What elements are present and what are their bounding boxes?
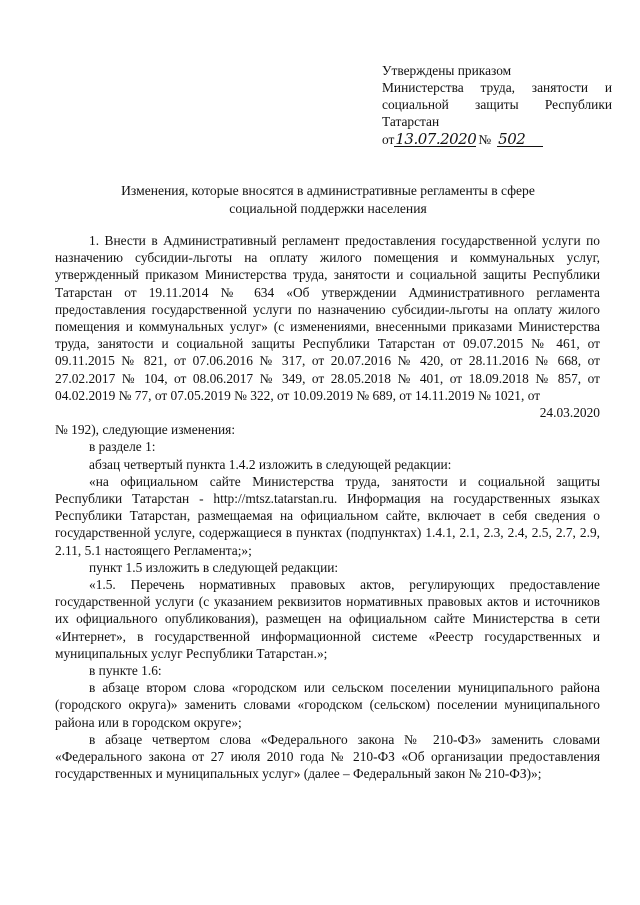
approval-line-2: Министерства труда, занятости и xyxy=(382,80,612,95)
approval-line-3: социальной защиты Республики xyxy=(382,97,612,112)
document-title xyxy=(60,182,596,218)
document-body xyxy=(55,232,600,783)
paragraph-1-tail: № 192), следующие изменения: xyxy=(55,422,236,438)
paragraph-1-text: 1. Внести в Административный регламент предоставления государственной услуги по назначению субсидии-льготы на оплату жилого помещения и коммунальных услуг, утвержденный приказом Министерства труда, занятости и социальной защиты Республики Татарстан от 19.11.2014 № 634 «Об утверждении Административного регламента предоставления государственной услуги по назначению субсидии-льготы на оплату жилого помещения и коммунальных услуг» (с изменениями, внесенными приказами Министерства труда, занятости и социальной защиты Республики Татарстан от 09.07.2015 № 461, от 09.11.2015 № 821, от 07.06.2016 № 317, от 20.07.2016 № 420, от 28.11.2016 № 668, от 27.02.2017 № 104, от 08.06.2017 № 349, от 28.05.2018 № 401, от 18.09.2018 № 857, от 04.02.2019 № 77, от 07.05.2019 № 322, от 10.09.2019 № 689, от 14.11.2019 № 1021, от xyxy=(55,233,600,403)
paragraph-quote-website: «на официальном сайте Министерства труда, занятости и социальной защиты Республики Татарстан - http://mtsz.tatarstan.ru. Информация на государственных языках Республики Татарстан, размещаемая на официальном сайте, включает в себя сведения о государственной услуге, содержащиеся в пунктах (подпунктах) 1.4.1, 2.1, 2.3, 2.4, 2.5, 2.7, 2.9, 2.11, 5.1 настоящего Регламента;»; xyxy=(55,473,600,558)
paragraph-1-4-2: абзац четвертый пункта 1.4.2 изложить в следующей редакции: xyxy=(89,456,452,472)
approval-line-4: Татарстан xyxy=(382,114,440,129)
approval-date-number-row xyxy=(382,131,612,148)
number-sign: № xyxy=(478,132,492,147)
handwritten-date: 13.07.2020 xyxy=(395,130,477,148)
paragraph-quote-1-5: «1.5. Перечень нормативных правовых актов, регулирующих предоставление государственной услуги (с указанием реквизитов нормативных правовых актов и источников их официального опубликования), размещен на официальном сайте Министерства в сети «Интернет», в государственной информационной системе «Реестр государственных и муниципальных услуг Республики Татарстан.»; xyxy=(55,577,600,661)
title-line-1: Изменения, которые вносятся в административные регламенты в сфере xyxy=(121,183,535,198)
paragraph-abzac-4: в абзаце четвертом слова «Федерального закона № 210-ФЗ» заменить словами «Федерального закона от 27 июля 2010 года № 210-ФЗ «Об организации предоставления государственных и муниципальных услуг» (далее – Федеральный закон № 210-ФЗ)»; xyxy=(55,731,600,782)
date-prefix: от xyxy=(382,132,395,147)
paragraph-1-5: пункт 1.5 изложить в следующей редакции: xyxy=(89,559,339,575)
paragraph-1-6: в пункте 1.6: xyxy=(89,663,162,679)
approval-block xyxy=(382,62,612,148)
paragraph-1 xyxy=(55,232,600,421)
title-line-2: социальной поддержки населения xyxy=(229,201,427,216)
paragraph-section-1: в разделе 1: xyxy=(89,439,156,455)
paragraph-abzac-2: в абзаце втором слова «городском или сельском поселении муниципального района (городского округа)» заменить словами «городском (сельском) поселении муниципального района или в городском округе»; xyxy=(55,680,600,730)
handwritten-number: 502 xyxy=(497,132,543,147)
paragraph-1-date: 24.03.2020 xyxy=(539,405,600,421)
approval-line-1: Утверждены приказом xyxy=(382,63,512,78)
